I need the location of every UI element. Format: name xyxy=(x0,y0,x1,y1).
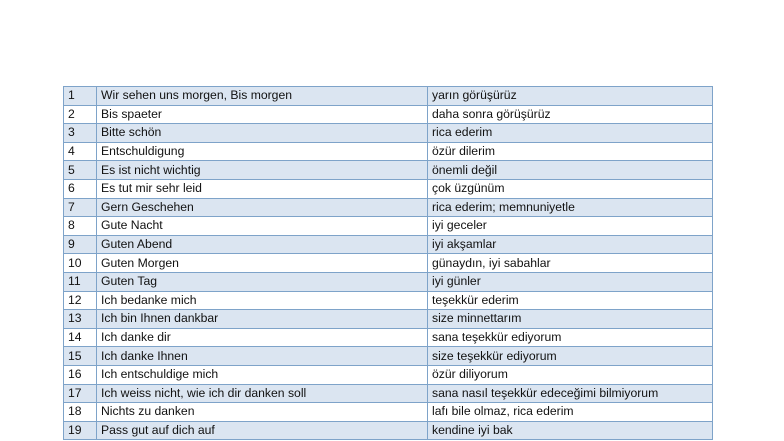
german-phrase: Entschuldigung xyxy=(97,142,428,161)
german-phrase: Ich danke Ihnen xyxy=(97,347,428,366)
table-row xyxy=(64,421,713,440)
turkish-translation: iyi günler xyxy=(428,272,713,291)
turkish-translation: iyi akşamlar xyxy=(428,235,713,254)
turkish-translation: günaydın, iyi sabahlar xyxy=(428,254,713,273)
german-phrase: Es tut mir sehr leid xyxy=(97,179,428,198)
german-phrase: Wir sehen uns morgen, Bis morgen xyxy=(97,87,428,106)
turkish-translation: önemli değil xyxy=(428,161,713,180)
table-row xyxy=(64,217,713,236)
table-row xyxy=(64,291,713,310)
german-phrase: Bitte schön xyxy=(97,124,428,143)
turkish-translation: size teşekkür ediyorum xyxy=(428,347,713,366)
turkish-translation: rica ederim; memnuniyetle xyxy=(428,198,713,217)
table-row xyxy=(64,254,713,273)
turkish-translation: özür dilerim xyxy=(428,142,713,161)
row-number: 16 xyxy=(64,365,97,384)
german-phrase: Es ist nicht wichtig xyxy=(97,161,428,180)
row-number: 19 xyxy=(64,421,97,440)
table-row xyxy=(64,235,713,254)
row-number: 11 xyxy=(64,272,97,291)
row-number: 2 xyxy=(64,105,97,124)
turkish-translation: özür diliyorum xyxy=(428,365,713,384)
german-phrase: Gute Nacht xyxy=(97,217,428,236)
row-number: 7 xyxy=(64,198,97,217)
table-row xyxy=(64,310,713,329)
german-phrase: Ich danke dir xyxy=(97,328,428,347)
table-row xyxy=(64,105,713,124)
row-number: 14 xyxy=(64,328,97,347)
turkish-translation: size minnettarım xyxy=(428,310,713,329)
german-phrase: Guten Abend xyxy=(97,235,428,254)
row-number: 1 xyxy=(64,87,97,106)
german-phrase: Gern Geschehen xyxy=(97,198,428,217)
german-phrase: Pass gut auf dich auf xyxy=(97,421,428,440)
table-row xyxy=(64,161,713,180)
table-row xyxy=(64,179,713,198)
table-row xyxy=(64,272,713,291)
table-row xyxy=(64,328,713,347)
row-number: 5 xyxy=(64,161,97,180)
table-row xyxy=(64,384,713,403)
german-phrase: Ich entschuldige mich xyxy=(97,365,428,384)
vocabulary-table xyxy=(63,86,713,440)
german-phrase: Bis spaeter xyxy=(97,105,428,124)
german-phrase: Guten Tag xyxy=(97,272,428,291)
turkish-translation: kendine iyi bak xyxy=(428,421,713,440)
table-row xyxy=(64,403,713,422)
table-row xyxy=(64,365,713,384)
turkish-translation: sana nasıl teşekkür edeceğimi bilmiyorum xyxy=(428,384,713,403)
row-number: 8 xyxy=(64,217,97,236)
turkish-translation: rica ederim xyxy=(428,124,713,143)
turkish-translation: iyi geceler xyxy=(428,217,713,236)
row-number: 17 xyxy=(64,384,97,403)
table-row xyxy=(64,124,713,143)
row-number: 12 xyxy=(64,291,97,310)
turkish-translation: sana teşekkür ediyorum xyxy=(428,328,713,347)
row-number: 13 xyxy=(64,310,97,329)
table-row xyxy=(64,142,713,161)
row-number: 18 xyxy=(64,403,97,422)
row-number: 9 xyxy=(64,235,97,254)
german-phrase: Guten Morgen xyxy=(97,254,428,273)
row-number: 4 xyxy=(64,142,97,161)
table-row xyxy=(64,87,713,106)
turkish-translation: teşekkür ederim xyxy=(428,291,713,310)
german-phrase: Nichts zu danken xyxy=(97,403,428,422)
turkish-translation: lafı bile olmaz, rica ederim xyxy=(428,403,713,422)
row-number: 3 xyxy=(64,124,97,143)
row-number: 15 xyxy=(64,347,97,366)
turkish-translation: yarın görüşürüz xyxy=(428,87,713,106)
row-number: 6 xyxy=(64,179,97,198)
german-phrase: Ich weiss nicht, wie ich dir danken soll xyxy=(97,384,428,403)
german-phrase: Ich bin Ihnen dankbar xyxy=(97,310,428,329)
turkish-translation: çok üzgünüm xyxy=(428,179,713,198)
turkish-translation: daha sonra görüşürüz xyxy=(428,105,713,124)
german-phrase: Ich bedanke mich xyxy=(97,291,428,310)
row-number: 10 xyxy=(64,254,97,273)
table-row xyxy=(64,347,713,366)
table-row xyxy=(64,198,713,217)
